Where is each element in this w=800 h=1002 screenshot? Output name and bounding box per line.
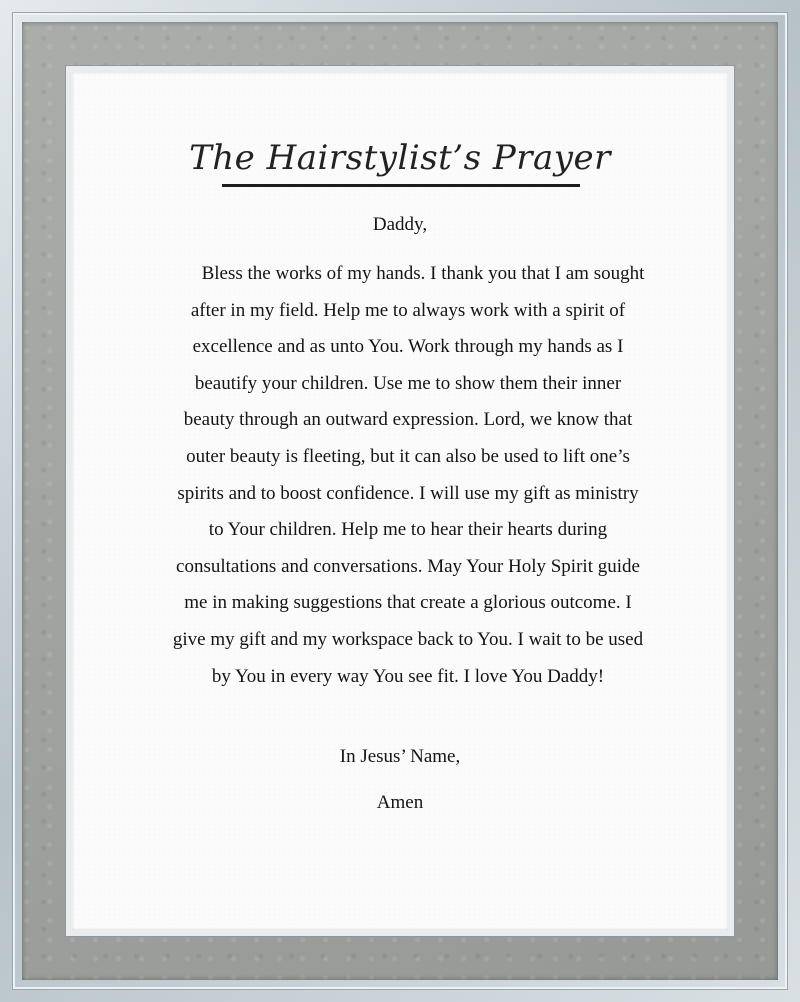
poem-closing: In Jesus’ Name, (339, 746, 461, 767)
poem-body (168, 256, 648, 695)
print-paper (72, 72, 728, 930)
poem-salutation: Daddy, (372, 214, 428, 235)
title-underline (222, 184, 580, 187)
poem-title: The Hairstylist’s Prayer (189, 138, 611, 178)
poem-body-text: Bless the works of my hands. I thank you that I am sought after in my field. Help me to always work with a spirit of excellence and as unto You. Work through my hands as I beautify your children. Use me to show them their inner beauty through an outward expression. Lord, we know that outer beauty is fleeting, but it can also be used to lift one’s spirits and to boost confidence. I will use my gift as ministry to Your children. Help me to hear their hearts during consultations and conversations. May Your Holy Spirit guide me in making suggestions that create a glorious outcome. I give my gift and my workspace back to You. I wait to be used by You in every way You see fit. I love You Daddy! (172, 263, 645, 687)
poem-amen: Amen (376, 792, 424, 813)
